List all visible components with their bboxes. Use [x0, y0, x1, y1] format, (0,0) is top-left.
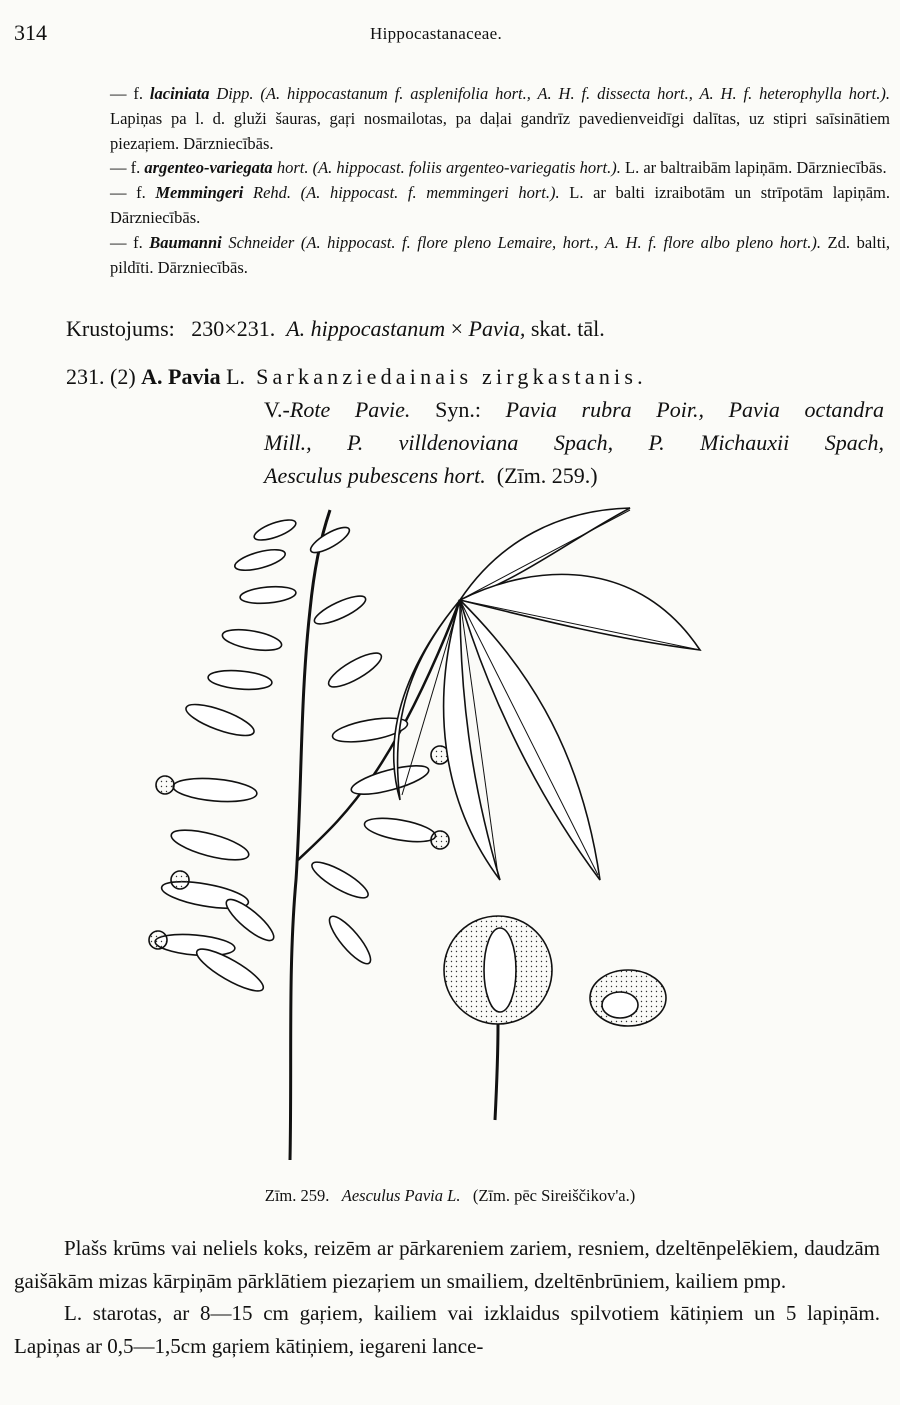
form-description: Zd. balti, pildīti. Dārzniecībās.	[110, 232, 891, 277]
flower-cluster-right	[307, 523, 449, 969]
paragraph-leaves: L. starotas, ar 8—15 cm gaŗiem, kailiem vai izklaidus spilvotiem kātiņiem un 5 lapiņām. Lapiņas ar 0,5—1,5cm gaŗiem kātiņiem, iegareni lance-	[14, 1301, 880, 1358]
species-common-name: Sarkanziedainais zirgkastanis.	[256, 364, 647, 389]
paragraph-habit: Plašs krūms vai neliels koks, reizēm ar pārkareniem zariem, resniem, dzeltēnpelēkiem, daudzām gaišākām mizas kārpiņām pārklātiem piezaŗiem un smailiem, dzeltēnbrūniem, kailiem pmp.	[14, 1236, 880, 1293]
form-argenteo-variegata: — f. argenteo-variegata hort. (A. hippocast. foliis argenteo-variegatis hort.). L. ar baltraibām lapiņām. Dārzniecībās.	[110, 158, 887, 178]
form-synonyms: (A. hippocast. f. flore pleno Lemaire, hort., A. H. f. flore albo pleno hort.).	[300, 232, 821, 252]
form-memmingeri: — f. Memmingeri Rehd. (A. hippocast. f. memmingeri hort.). L. ar balti izraibotām un strīpotām lapiņām. Dārzniecībās.	[110, 183, 890, 227]
cultivar-forms	[110, 82, 890, 280]
form-description: L. ar baltraibām lapiņām. Dārzniecībās.	[624, 158, 887, 178]
form-baumanni: — f. Baumanni Schneider (A. hippocast. f. flore pleno Lemaire, hort., A. H. f. flore albo pleno hort.). Zd. balti, pildīti. Dārzniecībās.	[110, 232, 891, 277]
form-laciniata: — f. laciniata Dipp. (A. hippocastanum f. asplenifolia hort., A. H. f. dissecta hort., A. H. f. heterophylla hort.). Lapiņas pa l. d. gluži šauras, gaŗi nosmailotas, pa daļai gandrīz pavedienveidīgi dalītas, uz stipri saīsinātiem piezaŗiem. Dārzniecībās.	[110, 84, 891, 153]
caption-source: (Zīm. pēc Sireiščikov'a.)	[472, 1186, 636, 1205]
caption-species: Aesculus Pavia L.	[341, 1186, 461, 1205]
flower-cluster-left	[149, 516, 298, 998]
species-entry	[66, 360, 886, 492]
form-name: laciniata	[149, 84, 210, 103]
species-number: 231. (2)	[66, 364, 136, 389]
page-number: 314	[14, 20, 47, 45]
caption-label: Zīm. 259.	[264, 1186, 330, 1205]
botanical-illustration	[140, 500, 880, 1180]
seed	[590, 970, 666, 1026]
synonyms-line-2: Mill., P. villdenoviana Spach, P. Michauxii Spach,	[264, 430, 884, 455]
description-text	[14, 1232, 880, 1362]
form-description: Lapiņas pa l. d. gluži šauras, gaŗi nosmailotas, pa daļai gandrīz pavedienveidīgi dalītas, uz stipri saīsinātiem piezaŗiem. Dārzniecībās.	[110, 108, 890, 153]
figure-caption	[0, 1186, 900, 1206]
form-author: Dipp.	[216, 84, 254, 103]
synonyms-line-1: Pavia rubra Poir., Pavia octandra	[505, 397, 884, 422]
form-author: hort.	[276, 158, 309, 178]
synonym-label: Syn.:	[435, 397, 481, 422]
species-author: L.	[226, 364, 246, 389]
synonyms-line-3: Aesculus pubescens hort.	[264, 463, 486, 488]
vernacular-name: Rote Pavie.	[289, 397, 411, 422]
hybrid-cross-line	[66, 314, 605, 344]
cross-number: 230×231.	[191, 316, 276, 341]
form-name: Baumanni	[149, 232, 222, 252]
palmate-leaf	[394, 508, 700, 880]
running-title: Hippocastanaceae.	[370, 24, 503, 43]
vernacular-prefix: V.-	[264, 397, 290, 422]
running-header	[14, 20, 870, 48]
form-description: L. ar balti izraibotām un strīpotām lapiņām. Dārzniecībās.	[110, 183, 890, 227]
fruit-capsule	[444, 916, 552, 1120]
form-name: argenteo-variegata	[144, 158, 273, 178]
species-name: A. Pavia	[141, 364, 221, 389]
form-author: Schneider	[228, 232, 295, 252]
figure-reference: (Zīm. 259.)	[496, 463, 598, 488]
form-name: Memmingeri	[155, 183, 244, 203]
cross-parent-a: A. hippocastanum	[286, 316, 446, 341]
cross-ref: skat. tāl.	[530, 316, 605, 341]
form-synonyms: (A. hippocast. f. memmingeri hort.).	[300, 183, 560, 203]
cross-label: Krustojums:	[66, 316, 175, 341]
form-synonyms: (A. hippocastanum f. asplenifolia hort., A. H. f. dissecta hort., A. H. f. heterophylla hort.).	[260, 84, 891, 103]
cross-parent-b: Pavia,	[468, 316, 526, 341]
form-author: Rehd.	[253, 183, 292, 203]
form-synonyms: (A. hippocast. foliis argenteo-variegatis hort.).	[312, 158, 621, 178]
cross-times-sign: ×	[450, 316, 464, 341]
